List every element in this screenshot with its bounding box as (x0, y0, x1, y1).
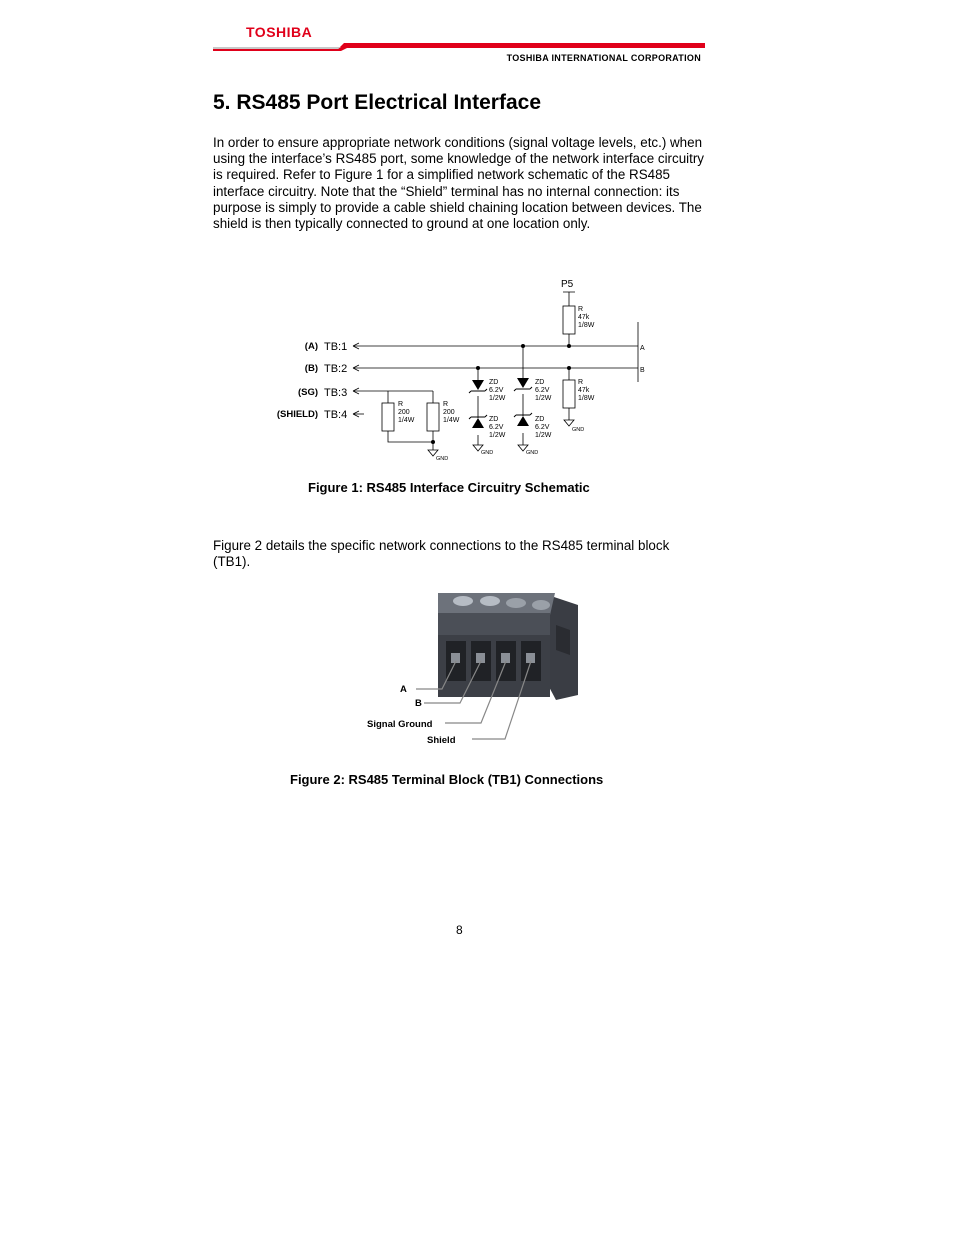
zd4-voltage: 6.2V (535, 424, 550, 431)
bus-b-label: B (640, 367, 645, 374)
zd3-power: 1/2W (535, 395, 552, 402)
r200-1-label: R (398, 401, 404, 408)
zd3-label: ZD (535, 379, 545, 386)
pulldown-r-label: R (578, 379, 584, 386)
pullup-value: 47k (578, 314, 590, 321)
pulldown-power: 1/8W (578, 395, 595, 402)
r200-2-value: 200 (443, 409, 455, 416)
signal-label-shield: (SHIELD) (276, 409, 318, 420)
zd2-label: ZD (489, 416, 499, 423)
supply-p5: P5 (561, 279, 574, 290)
terminal-tb1: TB:1 (324, 341, 348, 353)
zd2-voltage: 6.2V (489, 424, 504, 431)
pullup-power: 1/8W (578, 322, 595, 329)
zd3-voltage: 6.2V (535, 387, 550, 394)
signal-label-b: (B) (304, 363, 318, 374)
signal-label-sg: (SG) (297, 387, 318, 398)
bus-a-label: A (640, 345, 645, 352)
label-b: B (415, 698, 422, 709)
terminal-tb4: TB:4 (324, 409, 348, 421)
zd2-power: 1/2W (489, 432, 506, 439)
gnd-label-2: GND (481, 450, 494, 456)
figure2-intro: Figure 2 details the specific network connections to the RS485 terminal block (TB1). (213, 538, 670, 570)
figure1-caption: Figure 1: RS485 Interface Circuitry Schematic (308, 480, 590, 495)
zd1-label: ZD (489, 379, 499, 386)
corporation-name: TOSHIBA INTERNATIONAL CORPORATION (506, 53, 701, 63)
pullup-r-label: R (578, 306, 584, 313)
r200-2-power: 1/4W (443, 417, 460, 424)
header-accent-bar (213, 40, 705, 52)
section-title: 5. RS485 Port Electrical Interface (213, 91, 541, 114)
gnd-label-4: GND (572, 427, 585, 433)
terminal-tb3: TB:3 (324, 387, 348, 399)
zd4-label: ZD (535, 416, 545, 423)
r200-1-value: 200 (398, 409, 410, 416)
zd1-voltage: 6.2V (489, 387, 504, 394)
zd4-power: 1/2W (535, 432, 552, 439)
intro-paragraph: In order to ensure appropriate network conditions (signal voltage levels, etc.) when using the interface’s RS485 port, some knowledge of the network interface circuitry is required. Refer to Figure 1 for a simplified network schematic of the RS485 interface circuitry. Note that the “Shield” terminal has no internal connection: its purpose is simply to provide a cable shield chaining location between devices. The shield is then typically connected to ground at one location only. (213, 135, 704, 232)
label-a: A (400, 684, 407, 695)
label-signal-ground: Signal Ground (367, 719, 433, 730)
r200-2-label: R (443, 401, 449, 408)
toshiba-logo: TOSHIBA (246, 24, 313, 40)
zd1-power: 1/2W (489, 395, 506, 402)
label-shield: Shield (427, 735, 456, 746)
r200-1-power: 1/4W (398, 417, 415, 424)
figure2-caption: Figure 2: RS485 Terminal Block (TB1) Connections (290, 772, 604, 787)
terminal-tb2: TB:2 (324, 363, 348, 375)
gnd-label-3: GND (526, 450, 539, 456)
page-number: 8 (456, 923, 463, 937)
pulldown-value: 47k (578, 387, 590, 394)
rs485-schematic (260, 270, 660, 470)
gnd-label-1: GND (436, 456, 449, 462)
signal-label-a: (A) (304, 341, 318, 352)
